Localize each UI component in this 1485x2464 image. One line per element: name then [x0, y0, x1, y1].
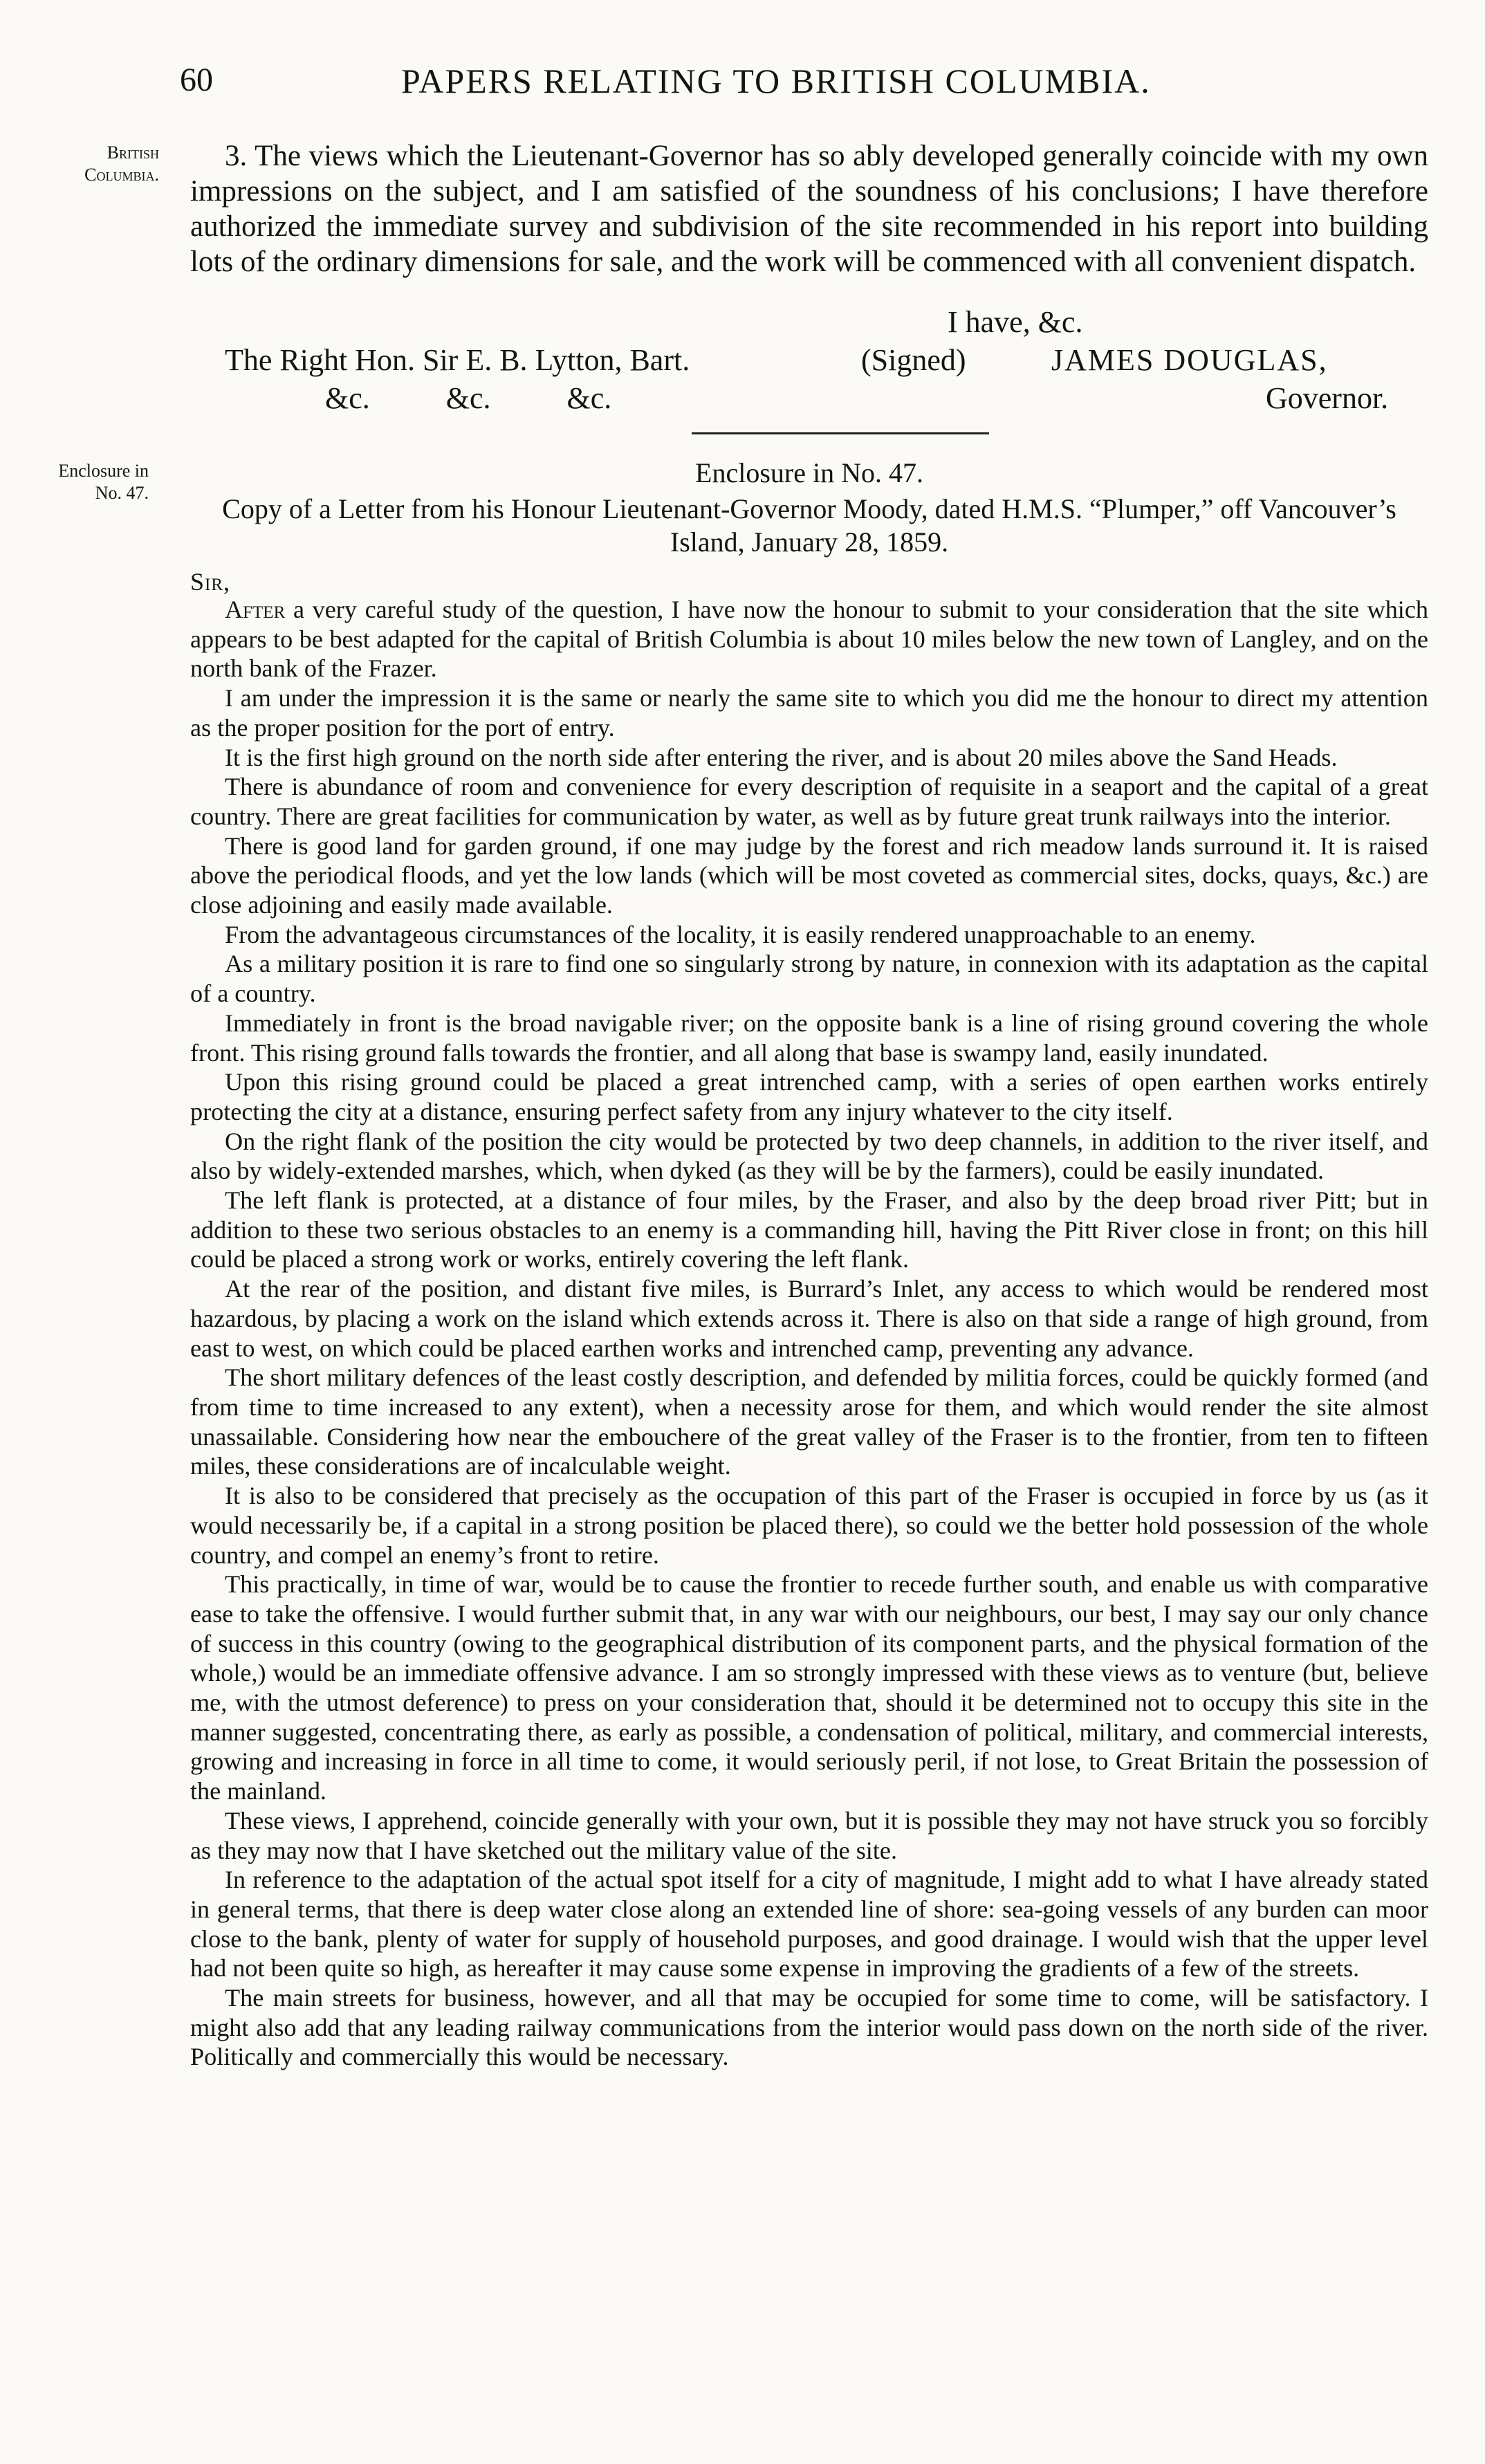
salutation: Sir, — [190, 568, 231, 596]
letter-paragraph: There is good land for garden ground, if one may judge by the forest and rich meadow lands surround it. It is raised above the periodical floods, and yet the low lands (which will be most coveted as commercial sites, docks, quays, &c.) are close adjoining and easily made available. — [190, 831, 1428, 919]
letter-paragraph: In reference to the adaptation of the actual spot itself for a city of magnitude, I might add to what I have already stated in general terms, that there is deep water close along an extended line of shore: sea-going vessels of any burden can moor close to the bank, plenty of water for supply of household purposes, and good drainage. I would wish that the upper level had not been quite so high, as hereafter it may cause some expense in improving the gradients of a few of the streets. — [190, 1866, 1428, 1983]
margin-note-enclosure: Enclosure in No. 47. — [58, 461, 149, 503]
letter-paragraph: As a military position it is rare to find one so singularly strong by nature, in connexion with its adaptation as the capital of a country. — [190, 950, 1428, 1008]
margin-note-colony: British Columbia. — [84, 142, 159, 185]
despatch-addressee-etc: &c. &c. &c. — [325, 381, 612, 415]
letter-body — [190, 595, 1428, 2072]
letter-paragraph: Immediately in front is the broad navigable river; on the opposite bank is a line of rising ground covering the whole front. This rising ground falls towards the frontier, and all along that base is swampy land, easily inundated. — [190, 1009, 1428, 1067]
letter-paragraph: It is also to be considered that precisely as the occupation of this part of the Fraser is occupied in force by us (as it would necessarily be, if a capital in a strong position be placed there), so could we the better hold possession of the whole country, and compel an enemy’s front to retire. — [190, 1482, 1428, 1569]
despatch-closing: I have, &c. — [948, 305, 1083, 339]
opening-word: After — [225, 596, 286, 623]
letter-paragraph: The left flank is protected, at a distance of four miles, by the Fraser, and also by the deep broad river Pitt; but in addition to these two serious obstacles to an enemy is a commanding hill, having the Pitt River close in front; on this hill could be placed a strong work or works, entirely covering the left flank. — [190, 1186, 1428, 1274]
letter-paragraph: I am under the impression it is the same or nearly the same site to which you did me the honour to direct my attention as the proper position for the port of entry. — [190, 684, 1428, 742]
despatch-signed: (Signed) — [861, 343, 966, 377]
page-header — [180, 55, 1411, 111]
enclosure-heading: Enclosure in No. 47. — [695, 457, 923, 488]
letter-paragraph: The short military defences of the least costly description, and defended by militia forces, could be quickly formed (and from time to time increased to any extent), when a necessity arose for them, and which would render the site almost unassailable. Considering how near the embouchere of the great valley of the Fraser is to the frontier, from ten to fifteen miles, these considerations are of incalculable weight. — [190, 1363, 1428, 1480]
enclosure-copy-intro: Copy of a Letter from his Honour Lieutenant-Governor Moody, dated H.M.S. “Plumper,” off Vancouver’s Island, January 28, 1859. — [222, 493, 1396, 558]
section-divider — [692, 432, 989, 434]
despatch-addressee: The Right Hon. Sir E. B. Lytton, Bart. — [225, 343, 690, 377]
letter-paragraph-1 — [190, 595, 1428, 683]
letter-paragraph: There is abundance of room and convenience for every description of requisite in a seaport and the capital of a great country. There are great facilities for communication by water, as well as by future great trunk railways into the interior. — [190, 773, 1428, 830]
letter-paragraph: At the rear of the position, and distant five miles, is Burrard’s Inlet, any access to which would be rendered most hazardous, by placing a work on the island which extends across it. There is also on that side a range of high ground, from east to west, on which could be placed earthen works and intrenched camp, preventing any advance. — [190, 1275, 1428, 1362]
page-number: 60 — [180, 62, 213, 98]
running-title: PAPERS RELATING TO BRITISH COLUMBIA. — [401, 62, 1151, 100]
paragraph-text: a very careful study of the question, I have now the honour to submit to your consideration that the site which appears to be best adapted for the capital of British Columbia is about 10 miles below the new town of Langley, and on the north bank of the Frazer. — [190, 596, 1429, 683]
despatch-governor-title: Governor. — [1266, 381, 1389, 415]
letter-paragraph: On the right flank of the position the city would be protected by two deep channels, in addition to the river itself, and also by widely-extended marshes, which, when dyked (as they will be by the farmers), could be easily inundated. — [190, 1127, 1428, 1185]
letter-paragraph: This practically, in time of war, would be to cause the frontier to recede further south, and enable us with comparative ease to take the offensive. I would further submit that, in any war with our neighbours, our best, I may say our only chance of success in this country (owing to the geographical distribution of its component parts, and the physical formation of the whole,) would be an immediate offensive advance. I am so strongly impressed with these views as to venture (but, believe me, with the utmost deference) to press on your consideration that, should it be determined not to occupy this site in the manner suggested, concentrating there, as early as possible, a condensation of political, military, and commercial interests, growing and increasing in force in all time to come, it would seriously peril, if not lose, to Great Britain the possession of the mainland. — [190, 1570, 1428, 1805]
letter-paragraph: The main streets for business, however, and all that may be occupied for some time to come, will be satisfactory. I might also add that any leading railway communications from the interior would pass down on the north side of the river. Politically and commercially this would be necessary. — [190, 1984, 1428, 2071]
letter-paragraph: These views, I apprehend, coincide generally with your own, but it is possible they may not have struck you so forcibly as they may now that I have sketched out the military value of the site. — [190, 1806, 1428, 1864]
despatch-paragraph: 3. The views which the Lieutenant-Governor has so ably developed generally coincide with my own impressions on the subject, and I am satisfied of the soundness of his conclusions; I have therefore authorized the immediate survey and subdivision of the site recommended in his report into building lots of the ordinary dimensions for sale, and the work will be commenced with all convenient dispatch. — [190, 140, 1428, 278]
letter-paragraph: From the advantageous circumstances of the locality, it is easily rendered unapproachable to an enemy. — [225, 920, 1256, 948]
letter-paragraph: It is the first high ground on the north side after entering the river, and is about 20 miles above the Sand Heads. — [225, 743, 1338, 771]
letter-paragraph: Upon this rising ground could be placed a great intrenched camp, with a series of open earthen works entirely protecting the city at a distance, ensuring perfect safety from any injury whatever to the city itself. — [190, 1068, 1428, 1125]
despatch-signatory: JAMES DOUGLAS, — [1051, 343, 1328, 377]
